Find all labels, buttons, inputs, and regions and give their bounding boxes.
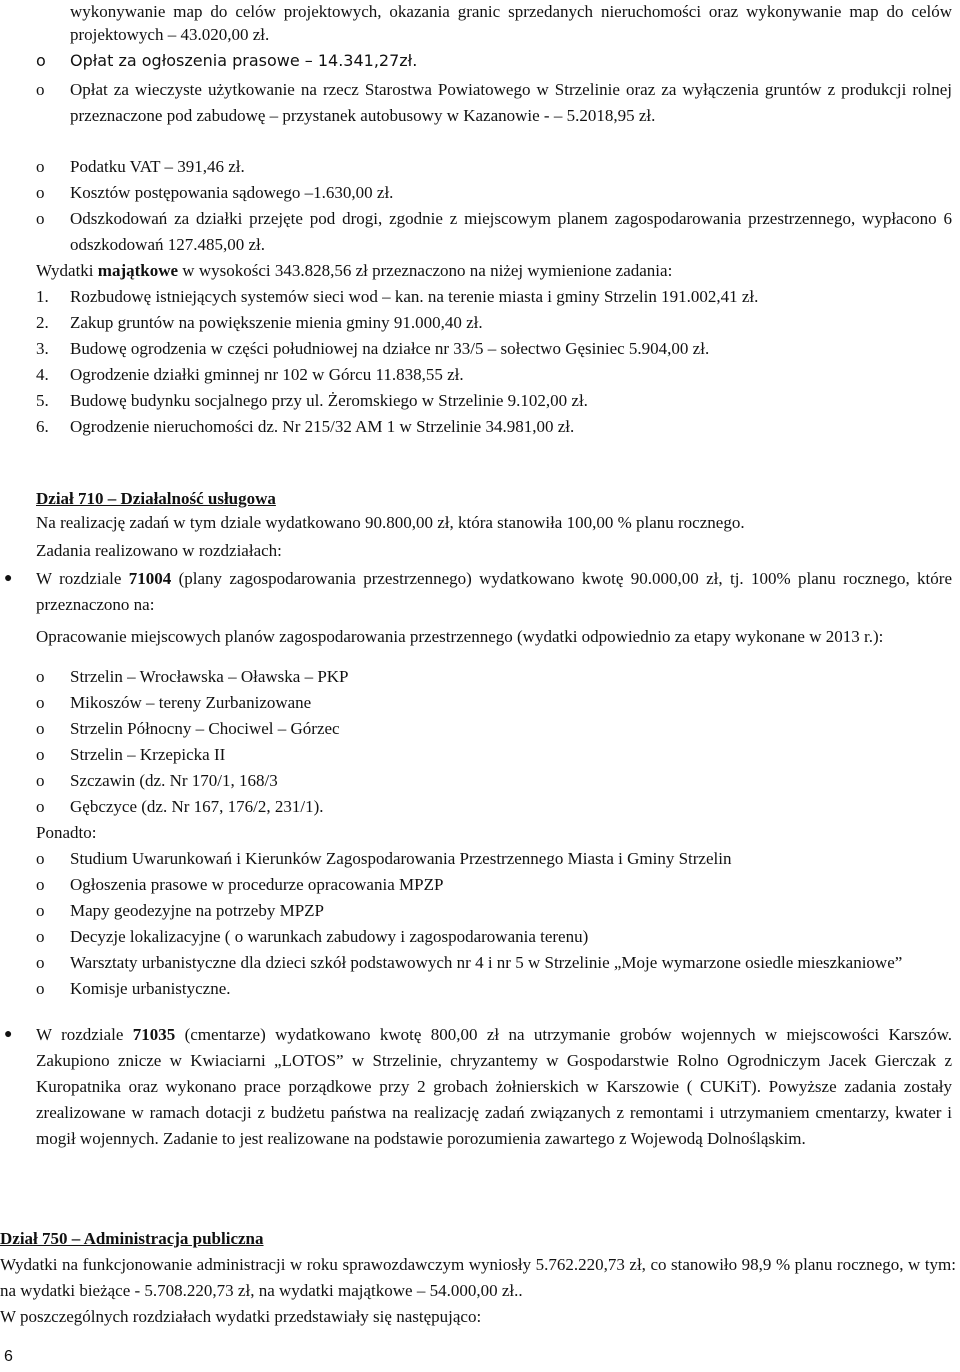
item-number: 3.: [36, 339, 49, 358]
item-number: 5.: [36, 391, 49, 410]
opracowanie-value: Opracowanie miejscowych planów zagospodarowania przestrzennego (wydatki odpowiednio za etapy wykonane w 2013 r.):: [36, 627, 884, 646]
plan-text: Gębczyce (dz. Nr 167, 176/2, 231/1).: [70, 797, 324, 816]
rozdzial-code: 71035: [132, 1025, 176, 1044]
plan-item: [0, 794, 956, 820]
r71035-post: (cmentarze) wydatkowano kwotę 800,00 zł na utrzymanie grobów wojennych w miejscowości Karszów. Zakupiono znicze w Kwiaciarni „LOTOS” w Strzelinie, chryzantemy w Gospodarstwie Rolno Ogrodniczym Jacek Gierczak z Kuropatnika oraz wykonano prace porządkowe przy 2 grobach żołnierskich w Karszowie ( CUKiT). Powyższe zadania zostały zrealizowane w ramach dotacji z budżetu państwa na realizację zadań związanych z remontami i utrzymaniem cmentarzy, kwater i mogił wojennych. Zadanie to jest realizowane na podstawie porozumienia zawartego z Wojewodą Dolnośląskim.: [36, 1025, 953, 1148]
r71004-pre: W rozdziale: [36, 569, 129, 588]
bullet-marker: o: [36, 667, 45, 686]
list-item-text: Odszkodowań za działki przejęte pod drogi, zgodnie z miejscowym planem zagospodarowania przestrzennego, wypłacono 6 odszkodowań 127.485,00 zł.: [70, 209, 952, 254]
dzial750-p2: W poszczególnych rozdziałach wydatki przedstawiały się następująco:: [0, 1307, 482, 1326]
realizacja-value: Na realizację zadań w tym dziale wydatkowano 90.800,00 zł, która stanowiła 100,00 % planu rocznego.: [36, 513, 745, 532]
ponadto-item: [0, 898, 956, 924]
numbered-item: [0, 336, 956, 362]
plan-text: Strzelin – Wrocławska – Oławska – PKP: [70, 667, 349, 686]
bullet-marker: o: [36, 719, 45, 738]
item-text: Budowę budynku socjalnego przy ul. Żeromskiego w Strzelinie 9.102,00 zł.: [70, 391, 588, 410]
ponadto-item-text: Warsztaty urbanistyczne dla dzieci szkół podstawowych nr 4 i nr 5 w Strzelinie „Moje wymarzone osiedle mieszkaniowe”: [70, 953, 903, 972]
list-item: [0, 0, 956, 46]
top-list: [0, 0, 956, 46]
item-number: 2.: [36, 313, 49, 332]
numbered-list: [0, 284, 956, 440]
plan-text: Mikoszów – tereny Zurbanizowane: [70, 693, 312, 712]
opracowanie-text: [0, 624, 956, 650]
ponadto-item-text: Studium Uwarunkowań i Kierunków Zagospodarowania Przestrzennego Miasta i Gminy Strzelin: [70, 849, 732, 868]
item-text: Zakup gruntów na powiększenie mienia gminy 91.000,40 zł.: [70, 313, 483, 332]
bullet-marker: o: [36, 693, 45, 712]
list-item-text: wykonywanie map do celów projektowych, okazania granic sprzedanych nieruchomości oraz wykonywanie map do celów projektowych – 43.020,00 zł.: [70, 2, 952, 44]
rozdzial-71004-paragraph: [0, 566, 956, 618]
plan-item: [0, 664, 956, 690]
section-heading-750: [0, 1226, 956, 1252]
bullet-marker: o: [36, 849, 45, 868]
r71004-post: (plany zagospodarowania przestrzennego) wydatkowano kwotę 90.000,00 zł, tj. 100% planu rocznego, które przeznaczono na:: [36, 569, 952, 614]
bullet-marker: o: [36, 979, 45, 998]
majatkowe-post: w wysokości 343.828,56 zł przeznaczono na niżej wymienione zadania:: [178, 261, 673, 280]
zadania-intro-text: Zadania realizowano w rozdziałach:: [36, 541, 282, 560]
ponadto-item-text: Ogłoszenia prasowe w procedurze opracowania MPZP: [70, 875, 444, 894]
bullet-marker: o: [36, 209, 45, 228]
plan-text: Strzelin – Krzepicka II: [70, 745, 226, 764]
ponadto-item: [0, 924, 956, 950]
bullet-marker: o: [36, 745, 45, 764]
page-number: 6: [4, 1348, 13, 1365]
plan-item: [0, 690, 956, 716]
bullet-marker: o: [36, 80, 45, 99]
ponadto-item-text: Komisje urbanistyczne.: [70, 979, 231, 998]
numbered-item: [0, 362, 956, 388]
zadania-intro: [36, 538, 956, 564]
list-item-text: Opłat za wieczyste użytkowanie na rzecz Starostwa Powiatowego w Strzelinie oraz za wyłączenia gruntów z produkcji rolnej przeznaczone pod zabudowę – przystanek autobusowy w Kazanowie - – 5.2018,95 zł.: [70, 80, 952, 125]
plans-list: [0, 664, 956, 820]
bullet-marker: o: [36, 927, 45, 946]
dzial750-paragraph: [0, 1252, 956, 1304]
list-item-text: Podatku VAT – 391,46 zł.: [70, 157, 245, 176]
rozdzial-71035: [0, 1022, 956, 1152]
list-item: [0, 154, 956, 180]
ponadto-item: [0, 950, 956, 976]
ponadto-item-text: Mapy geodezyjne na potrzeby MPZP: [70, 901, 324, 920]
list-item: [0, 49, 956, 72]
numbered-item: [0, 310, 956, 336]
numbered-item: [0, 284, 956, 310]
plan-item: [0, 716, 956, 742]
list-item: [0, 77, 956, 129]
ponadto-list: [0, 846, 956, 1002]
list-item: [0, 206, 956, 258]
bullet-marker: o: [36, 183, 45, 202]
bullet-dot: ●: [4, 571, 13, 586]
list-item-text: Kosztów postępowania sądowego –1.630,00 zł.: [70, 183, 394, 202]
item-text: Rozbudowę istniejących systemów sieci wod – kan. na terenie miasta i gminy Strzelin 191.002,41 zł.: [70, 287, 759, 306]
majatkowe-intro: [36, 258, 956, 284]
ponadto-item: [0, 872, 956, 898]
numbered-item: [0, 388, 956, 414]
item-number: 6.: [36, 417, 49, 436]
bullet-marker: o: [36, 797, 45, 816]
rozdzial-71004: [0, 566, 956, 650]
section-title: Dział 750 – Administracja publiczna: [0, 1229, 264, 1248]
r71035-pre: W rozdziale: [36, 1025, 133, 1044]
item-number: 4.: [36, 365, 49, 384]
rozdzial-71035-paragraph: [0, 1022, 956, 1152]
section-heading-710: [36, 486, 956, 512]
list-item-text: Opłat za ogłoszenia prasowe – 14.341,27zł.: [70, 51, 418, 70]
ponadto-item: [0, 846, 956, 872]
plan-item: [0, 742, 956, 768]
numbered-item: [0, 414, 956, 440]
bullet-marker: o: [36, 51, 46, 70]
plan-text: Strzelin Północny – Chociwel – Górzec: [70, 719, 340, 738]
plan-text: Szczawin (dz. Nr 170/1, 168/3: [70, 771, 278, 790]
majatkowe-bold: majątkowe: [97, 261, 179, 280]
bullet-dot: ●: [4, 1027, 13, 1042]
item-number: 1.: [36, 287, 49, 306]
dzial750-intro: [0, 1304, 956, 1330]
item-text: Budowę ogrodzenia w części południowej na działce nr 33/5 – sołectwo Gęsiniec 5.904,00 zł.: [70, 339, 710, 358]
list-item: [0, 180, 956, 206]
bullet-marker: o: [36, 953, 45, 972]
ponadto-item: [0, 976, 956, 1002]
rozdzial-code: 71004: [128, 569, 172, 588]
ponadto-text: Ponadto:: [36, 823, 97, 842]
ponadto-label: [36, 820, 956, 846]
realizacja-text: [36, 510, 956, 536]
bullet-marker: o: [36, 157, 45, 176]
item-text: Ogrodzenie działki gminnej nr 102 w Górcu 11.838,55 zł.: [70, 365, 464, 384]
section-title: Dział 710 – Działalność usługowa: [36, 489, 276, 508]
bullet-marker: o: [36, 901, 45, 920]
ponadto-item-text: Decyzje lokalizacyjne ( o warunkach zabudowy i zagospodarowania terenu): [70, 927, 589, 946]
dzial750-p1: Wydatki na funkcjonowanie administracji w roku sprawozdawczym wyniosły 5.762.220,73 zł, co stanowiło 98,9 % planu rocznego, w tym: na wydatki bieżące - 5.708.220,73 zł, na wydatki majątkowe – 54.000,00 zł..: [0, 1255, 956, 1300]
bullet-marker: o: [36, 771, 45, 790]
item-text: Ogrodzenie nieruchomości dz. Nr 215/32 AM 1 w Strzelinie 34.981,00 zł.: [70, 417, 575, 436]
majatkowe-pre: Wydatki: [36, 261, 98, 280]
plan-item: [0, 768, 956, 794]
bullet-marker: o: [36, 875, 45, 894]
